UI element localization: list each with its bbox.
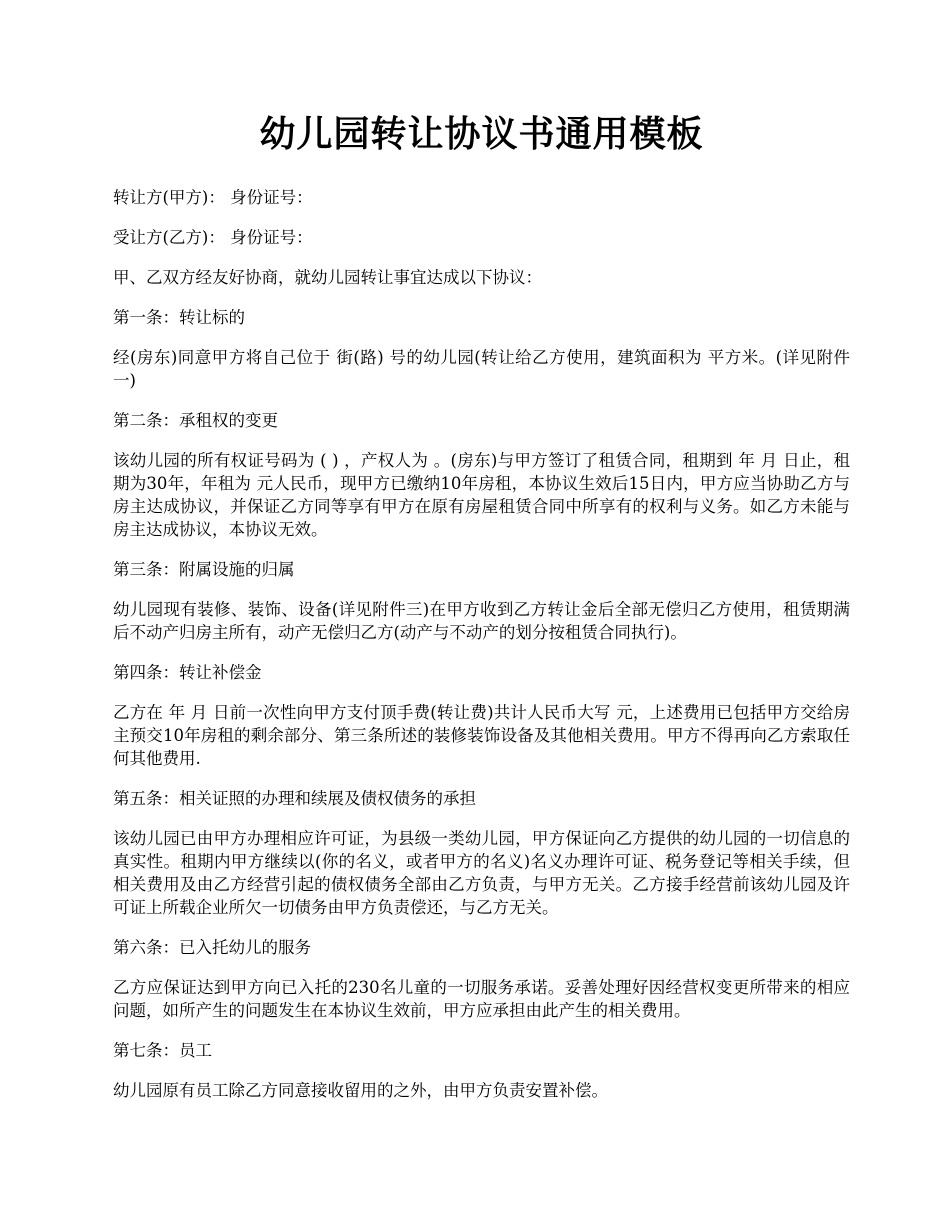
article-2-body: 该幼儿园的所有权证号码为 ( ) ，产权人为 。(房东)与甲方签订了租赁合同，租期到 年 月 日止，租期为30年，年租为 元人民币，现甲方已缴纳10年房租，本协议生效后15日内，甲方应当协助乙方与房主达成协议，并保证乙方同等享有甲方在原有房屋租赁合同中所享有的权利与义务。如乙方未能与房主达成协议，本协议无效。 [113, 451, 850, 539]
article-7-heading: 第七条：员工 [113, 1041, 212, 1060]
document-content [113, 108, 850, 1119]
article-6-body: 乙方应保证达到甲方向已入托的230名儿童的一切服务承诺。妥善处理好因经营权变更所带来的相应问题，如所产生的问题发生在本协议生效前，甲方应承担由此产生的相关费用。 [113, 978, 850, 1020]
article-2-heading: 第二条：承租权的变更 [113, 411, 278, 430]
article-5-body: 该幼儿园已由甲方办理相应许可证，为县级一类幼儿园，甲方保证向乙方提供的幼儿园的一切信息的真实性。租期内甲方继续以(你的名义，或者甲方的名义)名义办理许可证、税务登记等相关手续，但相关费用及由乙方经营引起的债权债务全部由乙方负责，与甲方无关。乙方接手经营前该幼儿园及许可证上所载企业所欠一切债务由甲方负责偿还，与乙方无关。 [113, 829, 850, 917]
article-5-heading: 第五条：相关证照的办理和续展及债权债务的承担 [113, 789, 476, 808]
article-7-body: 幼儿园原有员工除乙方同意接收留用的之外，由甲方负责安置补偿。 [113, 1081, 608, 1100]
article-3-heading: 第三条：附属设施的归属 [113, 560, 295, 579]
article-4-body: 乙方在 年 月 日前一次性向甲方支付顶手费(转让费)共计人民币大写 元，上述费用已包括甲方交给房主预交10年房租的剩余部分、第三条所述的装修装饰设备及其他相关费用。甲方不得再向乙方索取任何其他费用. [113, 703, 850, 768]
article-3-body: 幼儿园现有装修、装饰、设备(详见附件三)在甲方收到乙方转让金后全部无偿归乙方使用，租赁期满后不动产归房主所有，动产无偿归乙方(动产与不动产的划分按租赁合同执行)。 [113, 600, 850, 642]
party-b-line: 受让方(乙方)： 身份证号： [113, 228, 313, 247]
article-4-heading: 第四条：转让补偿金 [113, 663, 262, 682]
article-1-body: 经(房东)同意甲方将自己位于 街(路) 号的幼儿园(转让给乙方使用，建筑面积为 平方米。(详见附件一) [113, 348, 850, 390]
intro-paragraph: 甲、乙双方经友好协商，就幼儿园转让事宜达成以下协议： [113, 268, 542, 287]
article-6-heading: 第六条：已入托幼儿的服务 [113, 938, 311, 957]
document-title: 幼儿园转让协议书通用模板 [259, 113, 704, 155]
article-1-heading: 第一条：转让标的 [113, 308, 245, 327]
party-a-line: 转让方(甲方)： 身份证号： [113, 188, 313, 207]
